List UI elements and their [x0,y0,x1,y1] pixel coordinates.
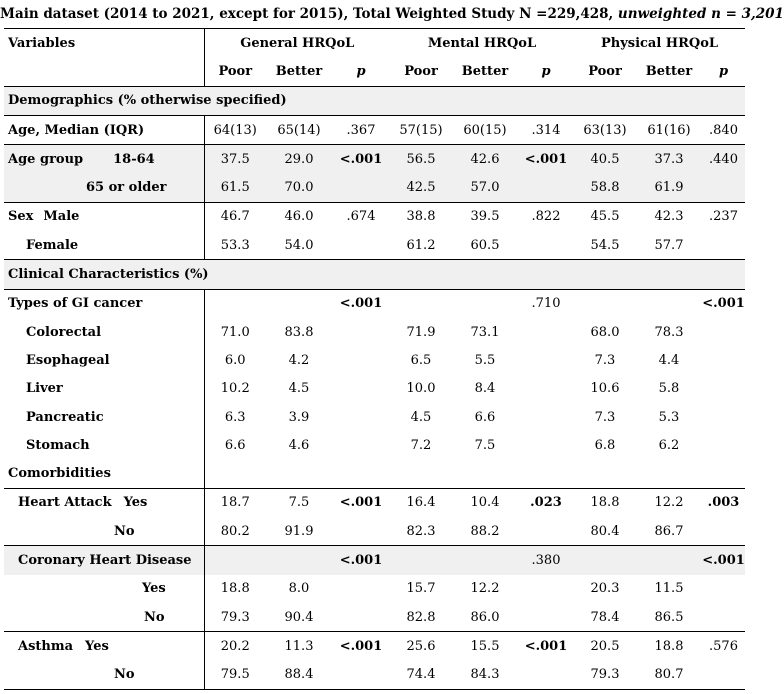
row-label [4,403,204,431]
value-cell: 63(13) [574,115,636,144]
row-label [4,375,204,403]
title-main: Main dataset (2014 to 2021, except for 2015), Total Weighted Study N =229,428, [0,6,614,22]
value-cell: 46.7 [204,202,266,231]
p-value-cell [518,346,574,374]
value-cell: 79.3 [574,661,636,690]
row-label-text: Yes [142,581,166,597]
table-row [4,517,745,546]
value-cell [574,459,636,488]
row-label [4,488,204,517]
p-value-cell [702,346,745,374]
p-value-cell [518,375,574,403]
row-label [4,546,204,575]
table-row [4,431,745,459]
p-value-cell [332,403,390,431]
row-label-text: Liver [26,381,63,397]
p-value-cell: <.001 [332,632,390,661]
row-label-text: Age group [8,151,84,167]
value-cell: 4.6 [288,437,310,453]
value-cell: 78.3 [654,324,684,340]
p-value-cell [332,517,390,546]
row-label-text: No [144,609,165,625]
title-italic: unweighted n = 3,201 [617,6,784,22]
value-cell: 29.0 [266,145,332,174]
value-cell: 4.5 [288,381,310,397]
value-cell: 40.5 [574,145,636,174]
p-value-cell [518,231,574,260]
p-value-cell: <.001 [518,145,574,174]
row-label-text: 65 or older [86,180,167,196]
p-value-cell [332,431,390,459]
row-label [4,517,204,546]
value-cell: 7.2 [410,437,432,453]
value-cell: 8.0 [288,581,310,597]
value-cell: 5.8 [658,381,680,397]
value-cell: 7.3 [594,352,616,368]
value-cell: 25.6 [390,632,452,661]
p-value-cell [702,403,745,431]
p-value-cell: .023 [518,488,574,517]
p-value-cell [702,661,745,690]
value-cell: 57.0 [470,180,500,196]
row-sublabel: Male [43,209,80,225]
value-cell: 78.4 [590,609,620,625]
p-value-cell [702,231,745,260]
value-cell: 16.4 [390,488,452,517]
value-cell: 74.4 [390,661,452,690]
value-cell: 7.5 [474,437,496,453]
row-label-text: No [114,523,135,539]
table-row [4,575,745,603]
p-value-cell [518,575,574,603]
row-label-text: Coronary Heart Disease [18,552,192,568]
table-row [4,459,745,488]
row-label [4,632,204,661]
value-cell: 4.2 [288,352,310,368]
value-cell [636,546,702,575]
value-cell: 54.0 [284,237,314,253]
value-cell: 56.5 [390,145,452,174]
value-cell [636,459,702,488]
value-cell: 57(15) [390,115,452,144]
value-cell: 4.4 [658,352,680,368]
value-cell [452,289,518,318]
value-cell: 45.5 [574,202,636,231]
p-value-cell [518,459,574,488]
p-value-cell [332,318,390,346]
value-cell: 7.5 [266,488,332,517]
value-cell: 42.6 [452,145,518,174]
value-cell [574,289,636,318]
value-cell: 65(14) [266,115,332,144]
row-label [4,661,204,690]
p-value-cell [332,459,390,488]
value-cell: 88.2 [470,523,500,539]
value-cell: 90.4 [284,609,314,625]
value-cell [266,289,332,318]
table-row [4,202,745,231]
value-cell: 57.7 [654,237,684,253]
value-cell: 10.2 [204,375,266,403]
value-cell: 6.6 [204,431,266,459]
value-cell: 18.7 [204,488,266,517]
value-cell: 82.8 [406,609,436,625]
p-value-cell: .440 [702,145,745,174]
value-cell [204,289,266,318]
p-value-cell [332,173,390,202]
value-cell: 6.0 [204,346,266,374]
value-cell [204,546,266,575]
value-cell: 71.9 [406,324,436,340]
p-value-cell [332,661,390,690]
header-better: Better [275,63,323,79]
value-cell: 20.5 [574,632,636,661]
p-value-cell: <.001 [332,488,390,517]
row-label [4,575,204,603]
p-value-cell [518,661,574,690]
table-row [4,661,745,690]
value-cell: 79.3 [204,603,266,632]
p-value-cell: <.001 [702,289,745,318]
header-row-subcols [4,57,745,86]
value-cell: 70.0 [284,180,314,196]
value-cell: 39.5 [452,202,518,231]
value-cell: 7.3 [594,409,616,425]
value-cell [574,546,636,575]
value-cell: 15.7 [406,581,436,597]
table-row [4,318,745,346]
p-value-cell: <.001 [332,289,390,318]
table-row [4,375,745,403]
value-cell: 11.3 [266,632,332,661]
row-label-text: Esophageal [26,352,110,368]
p-value-cell: <.001 [702,546,745,575]
header-mental-hrqol: Mental HRQoL [390,29,574,58]
value-cell: 6.5 [410,352,432,368]
p-value-cell: .840 [702,115,745,144]
value-cell: 6.3 [204,403,266,431]
p-value-cell: .003 [702,488,745,517]
p-value-cell: <.001 [332,145,390,174]
value-cell: 10.6 [590,381,620,397]
value-cell: 80.7 [636,661,702,690]
value-cell [390,546,452,575]
row-label-text: Comorbidities [8,466,111,482]
value-cell [452,546,518,575]
value-cell: 5.3 [658,409,680,425]
table-row [4,403,745,431]
p-value-cell: .367 [332,115,390,144]
value-cell: 20.3 [590,581,620,597]
p-value-cell [702,575,745,603]
value-cell [452,459,518,488]
table-title [0,0,784,28]
row-label-text: Sex [8,209,34,225]
section-label: Demographics (% otherwise specified) [4,86,745,115]
value-cell: 61.2 [406,237,436,253]
row-label-text: Pancreatic [26,409,104,425]
value-cell: 91.9 [284,523,314,539]
row-label [4,115,204,144]
value-cell [390,289,452,318]
p-value-cell [702,173,745,202]
value-cell: 54.5 [590,237,620,253]
value-cell [204,459,266,488]
p-value-cell: .576 [702,632,745,661]
row-label [4,289,204,318]
row-label [4,603,204,632]
header-general-hrqol: General HRQoL [204,29,390,58]
value-cell: 3.9 [288,409,310,425]
value-cell: 12.2 [470,581,500,597]
p-value-cell [702,517,745,546]
p-value-cell: .822 [518,202,574,231]
row-label-text: Stomach [26,437,90,453]
value-cell: 4.5 [410,409,432,425]
value-cell: 42.5 [406,180,436,196]
header-better: Better [645,63,693,79]
value-cell [390,459,452,488]
header-poor: Poor [588,63,622,79]
p-value-cell [332,346,390,374]
value-cell: 80.2 [204,517,266,546]
value-cell: 79.5 [204,661,266,690]
value-cell: 73.1 [470,324,500,340]
value-cell: 20.2 [204,632,266,661]
p-value-cell: .380 [518,546,574,575]
header-p: p [541,63,551,79]
value-cell: 10.4 [452,488,518,517]
value-cell: 88.4 [266,661,332,690]
p-value-cell [518,403,574,431]
value-cell: 42.3 [636,202,702,231]
table-row [4,346,745,374]
row-sublabel: Yes [123,495,148,511]
header-poor: Poor [404,63,438,79]
value-cell: 6.2 [658,437,680,453]
table-row [4,145,745,174]
value-cell: 10.0 [406,381,436,397]
p-value-cell [332,375,390,403]
value-cell: 6.8 [594,437,616,453]
p-value-cell: .710 [518,289,574,318]
value-cell: 83.8 [284,324,314,340]
section-label: Clinical Characteristics (%) [4,260,745,289]
row-label [4,145,204,174]
row-label-text: Colorectal [26,324,102,340]
value-cell: 60.5 [470,237,500,253]
row-label-text: Female [26,237,79,253]
p-value-cell: <.001 [518,632,574,661]
row-label [4,202,204,231]
table-row [4,546,745,575]
row-label [4,173,204,202]
row-label-text: No [114,667,135,683]
value-cell: 18.8 [574,488,636,517]
table-row [4,632,745,661]
header-better: Better [461,63,509,79]
table-row [4,231,745,260]
value-cell: 18.8 [204,575,266,603]
value-cell [636,289,702,318]
table-row [4,603,745,632]
row-label [4,231,204,260]
value-cell: 84.3 [452,661,518,690]
table-row [4,115,745,144]
row-label-text: Types of GI cancer [8,296,143,312]
header-physical-hrqol: Physical HRQoL [574,29,745,58]
table-row [4,289,745,318]
p-value-cell [702,603,745,632]
value-cell: 82.3 [406,523,436,539]
section-clinical [4,260,745,289]
row-label [4,431,204,459]
p-value-cell [702,375,745,403]
value-cell: 61.9 [654,180,684,196]
p-value-cell [518,173,574,202]
p-value-cell: .674 [332,202,390,231]
value-cell: 15.5 [452,632,518,661]
p-value-cell [702,459,745,488]
row-label [4,346,204,374]
value-cell: 53.3 [204,231,266,260]
value-cell: 86.7 [654,523,684,539]
value-cell: 68.0 [590,324,620,340]
p-value-cell [518,431,574,459]
value-cell: 12.2 [636,488,702,517]
row-sublabel: Yes [85,638,109,654]
value-cell: 86.0 [470,609,500,625]
row-label [4,318,204,346]
p-value-cell [332,603,390,632]
row-sublabel: 18-64 [113,151,155,167]
value-cell: 37.3 [636,145,702,174]
p-value-cell [702,318,745,346]
value-cell: 64(13) [204,115,266,144]
value-cell: 60(15) [452,115,518,144]
table-row [4,173,745,202]
p-value-cell [518,517,574,546]
table-row [4,488,745,517]
p-value-cell [518,603,574,632]
p-value-cell [332,575,390,603]
p-value-cell [518,318,574,346]
header-poor: Poor [204,57,266,86]
header-p: p [356,63,366,79]
value-cell: 86.5 [654,609,684,625]
value-cell: 46.0 [266,202,332,231]
p-value-cell: .314 [518,115,574,144]
row-label-text: Age, Median (IQR) [8,122,145,138]
value-cell: 6.6 [474,409,496,425]
value-cell: 61.5 [204,173,266,202]
header-variables: Variables [4,29,204,58]
value-cell: 71.0 [204,318,266,346]
value-cell: 37.5 [204,145,266,174]
value-cell: 38.8 [390,202,452,231]
value-cell: 18.8 [636,632,702,661]
value-cell: 58.8 [590,180,620,196]
p-value-cell: <.001 [332,546,390,575]
p-value-cell [702,431,745,459]
value-cell: 11.5 [654,581,684,597]
value-cell: 5.5 [474,352,496,368]
row-label-text: Heart Attack [18,495,112,511]
row-label-text: Asthma [18,638,74,654]
results-table [4,28,745,690]
value-cell: 61(16) [636,115,702,144]
p-value-cell: .237 [702,202,745,231]
value-cell: 80.4 [590,523,620,539]
value-cell [266,546,332,575]
header-p: p [718,63,729,79]
value-cell [266,459,332,488]
header-row-groups [4,29,745,58]
value-cell: 8.4 [474,381,496,397]
p-value-cell [332,231,390,260]
row-label [4,459,204,488]
section-demographics [4,86,745,115]
